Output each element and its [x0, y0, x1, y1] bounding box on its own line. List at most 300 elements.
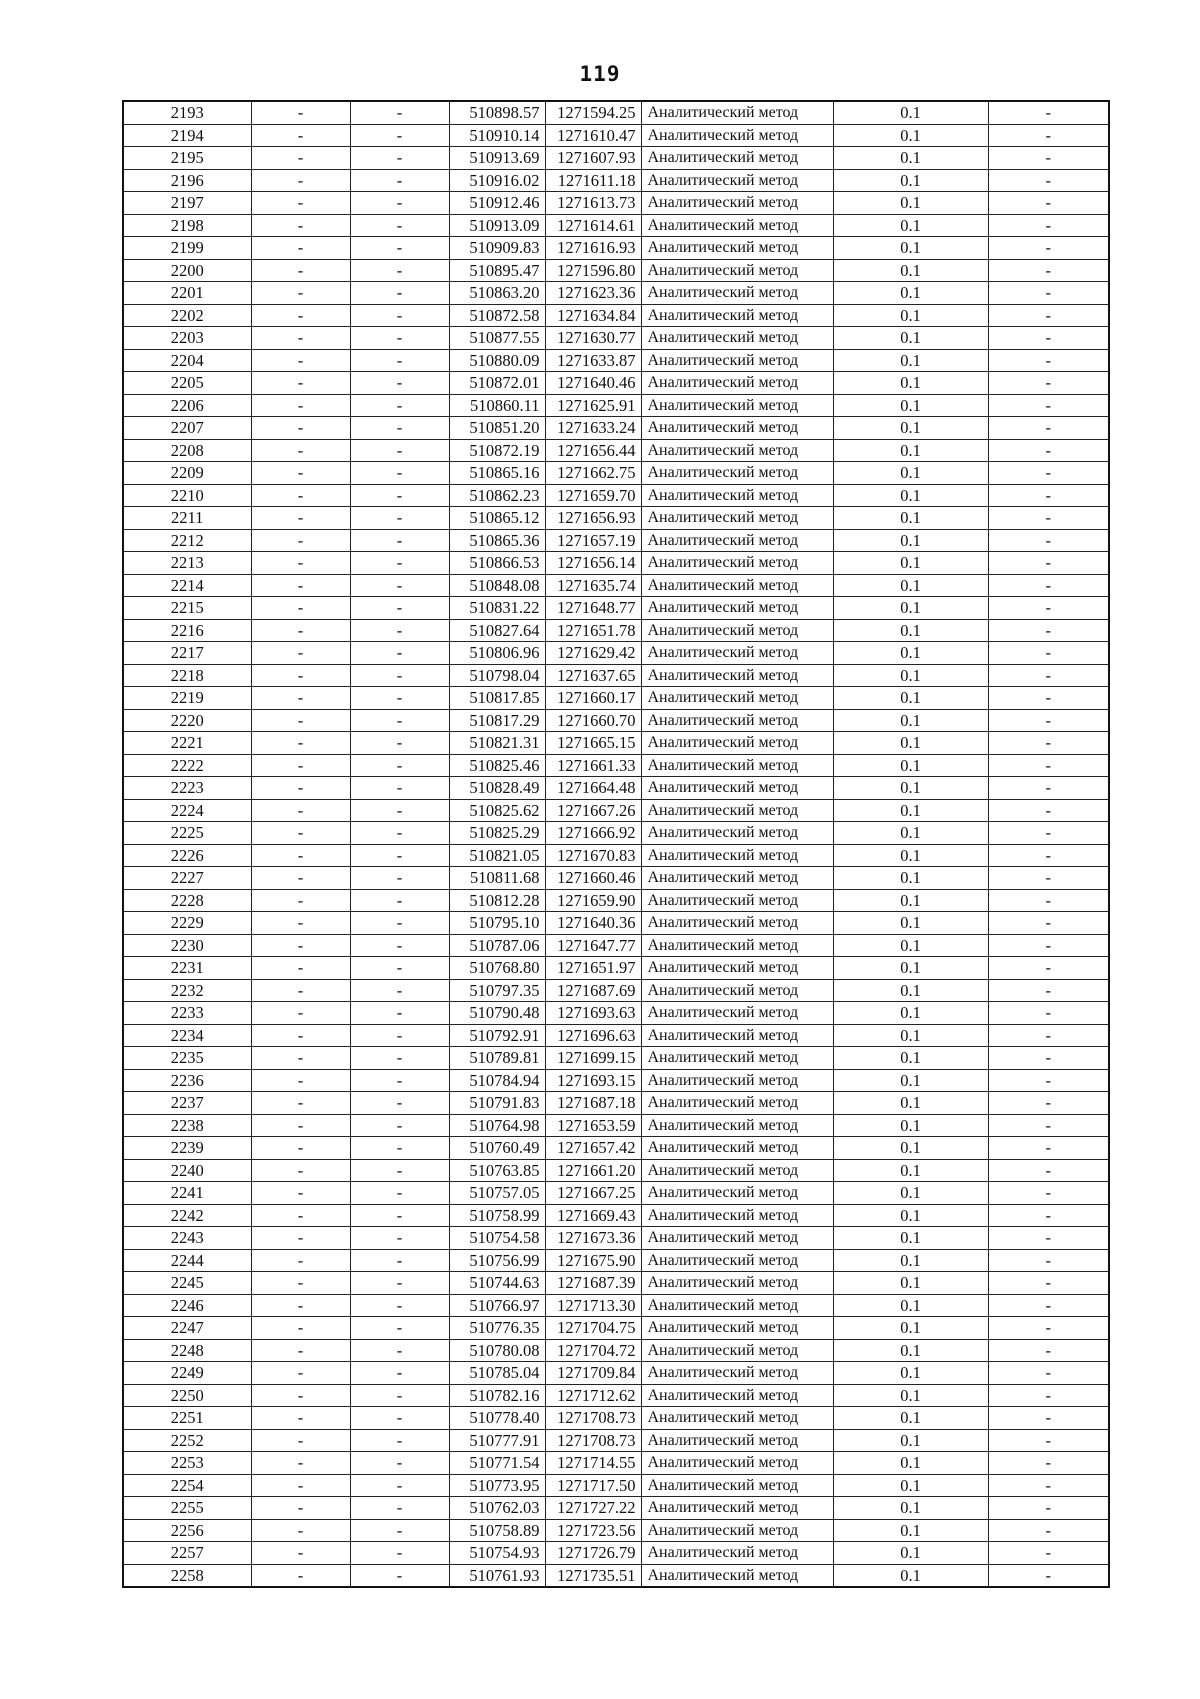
table-row — [123, 1069, 1109, 1092]
x-coordinate-cell: 510797.35 — [449, 979, 545, 1002]
dash-cell: - — [251, 124, 350, 147]
y-coordinate-cell: 1271704.72 — [545, 1339, 641, 1362]
y-coordinate-cell: 1271656.44 — [545, 439, 641, 462]
dash-cell: - — [988, 1474, 1109, 1497]
dash-cell: - — [988, 867, 1109, 890]
dash-cell: - — [251, 552, 350, 575]
dash-cell: - — [350, 529, 449, 552]
dash-cell: - — [251, 1159, 350, 1182]
x-coordinate-cell: 510787.06 — [449, 934, 545, 957]
dash-cell: - — [988, 1024, 1109, 1047]
accuracy-cell: 0.1 — [833, 237, 988, 260]
method-cell: Аналитический метод — [641, 1069, 833, 1092]
table-row — [123, 1024, 1109, 1047]
method-cell: Аналитический метод — [641, 237, 833, 260]
method-cell: Аналитический метод — [641, 1272, 833, 1295]
table-row — [123, 1407, 1109, 1430]
y-coordinate-cell: 1271630.77 — [545, 327, 641, 350]
dash-cell: - — [988, 642, 1109, 665]
table-row — [123, 372, 1109, 395]
dash-cell: - — [350, 979, 449, 1002]
dash-cell: - — [251, 1474, 350, 1497]
dash-cell: - — [988, 529, 1109, 552]
dash-cell: - — [350, 462, 449, 485]
y-coordinate-cell: 1271640.36 — [545, 912, 641, 935]
dash-cell: - — [251, 507, 350, 530]
y-coordinate-cell: 1271648.77 — [545, 597, 641, 620]
accuracy-cell: 0.1 — [833, 732, 988, 755]
method-cell: Аналитический метод — [641, 799, 833, 822]
accuracy-cell: 0.1 — [833, 1542, 988, 1565]
x-coordinate-cell: 510895.47 — [449, 259, 545, 282]
table-row — [123, 687, 1109, 710]
dash-cell: - — [988, 462, 1109, 485]
dash-cell: - — [988, 597, 1109, 620]
dash-cell: - — [251, 1069, 350, 1092]
point-number-cell: 2207 — [123, 417, 251, 440]
point-number-cell: 2258 — [123, 1564, 251, 1587]
point-number-cell: 2215 — [123, 597, 251, 620]
dash-cell: - — [251, 619, 350, 642]
dash-cell: - — [988, 1497, 1109, 1520]
method-cell: Аналитический метод — [641, 1474, 833, 1497]
table-row — [123, 619, 1109, 642]
accuracy-cell: 0.1 — [833, 1249, 988, 1272]
x-coordinate-cell: 510777.91 — [449, 1429, 545, 1452]
accuracy-cell: 0.1 — [833, 259, 988, 282]
dash-cell: - — [988, 1249, 1109, 1272]
method-cell: Аналитический метод — [641, 529, 833, 552]
table-row — [123, 304, 1109, 327]
accuracy-cell: 0.1 — [833, 1092, 988, 1115]
point-number-cell: 2244 — [123, 1249, 251, 1272]
accuracy-cell: 0.1 — [833, 1069, 988, 1092]
table-row — [123, 957, 1109, 980]
point-number-cell: 2211 — [123, 507, 251, 530]
y-coordinate-cell: 1271687.69 — [545, 979, 641, 1002]
accuracy-cell: 0.1 — [833, 574, 988, 597]
method-cell: Аналитический метод — [641, 1384, 833, 1407]
accuracy-cell: 0.1 — [833, 664, 988, 687]
y-coordinate-cell: 1271656.14 — [545, 552, 641, 575]
dash-cell: - — [988, 484, 1109, 507]
point-number-cell: 2251 — [123, 1407, 251, 1430]
dash-cell: - — [988, 372, 1109, 395]
dash-cell: - — [251, 1182, 350, 1205]
accuracy-cell: 0.1 — [833, 709, 988, 732]
dash-cell: - — [251, 372, 350, 395]
accuracy-cell: 0.1 — [833, 192, 988, 215]
dash-cell: - — [988, 1519, 1109, 1542]
dash-cell: - — [988, 394, 1109, 417]
x-coordinate-cell: 510776.35 — [449, 1317, 545, 1340]
x-coordinate-cell: 510758.99 — [449, 1204, 545, 1227]
method-cell: Аналитический метод — [641, 327, 833, 350]
dash-cell: - — [251, 1272, 350, 1295]
dash-cell: - — [350, 1114, 449, 1137]
accuracy-cell: 0.1 — [833, 1317, 988, 1340]
dash-cell: - — [350, 1542, 449, 1565]
method-cell: Аналитический метод — [641, 844, 833, 867]
accuracy-cell: 0.1 — [833, 1272, 988, 1295]
dash-cell: - — [350, 1429, 449, 1452]
point-number-cell: 2226 — [123, 844, 251, 867]
method-cell: Аналитический метод — [641, 552, 833, 575]
table-row — [123, 394, 1109, 417]
method-cell: Аналитический метод — [641, 1249, 833, 1272]
point-number-cell: 2209 — [123, 462, 251, 485]
point-number-cell: 2212 — [123, 529, 251, 552]
dash-cell: - — [350, 822, 449, 845]
accuracy-cell: 0.1 — [833, 304, 988, 327]
table-row — [123, 1092, 1109, 1115]
dash-cell: - — [988, 1294, 1109, 1317]
y-coordinate-cell: 1271660.46 — [545, 867, 641, 890]
method-cell: Аналитический метод — [641, 259, 833, 282]
method-cell: Аналитический метод — [641, 349, 833, 372]
table-row — [123, 147, 1109, 170]
point-number-cell: 2223 — [123, 777, 251, 800]
x-coordinate-cell: 510785.04 — [449, 1362, 545, 1385]
x-coordinate-cell: 510771.54 — [449, 1452, 545, 1475]
point-number-cell: 2237 — [123, 1092, 251, 1115]
point-number-cell: 2205 — [123, 372, 251, 395]
accuracy-cell: 0.1 — [833, 124, 988, 147]
point-number-cell: 2252 — [123, 1429, 251, 1452]
point-number-cell: 2198 — [123, 214, 251, 237]
x-coordinate-cell: 510764.98 — [449, 1114, 545, 1137]
dash-cell: - — [350, 1069, 449, 1092]
dash-cell: - — [350, 192, 449, 215]
table-row — [123, 1294, 1109, 1317]
method-cell: Аналитический метод — [641, 1227, 833, 1250]
y-coordinate-cell: 1271634.84 — [545, 304, 641, 327]
x-coordinate-cell: 510744.63 — [449, 1272, 545, 1295]
table-row — [123, 1362, 1109, 1385]
point-number-cell: 2241 — [123, 1182, 251, 1205]
table-row — [123, 439, 1109, 462]
accuracy-cell: 0.1 — [833, 957, 988, 980]
x-coordinate-cell: 510754.93 — [449, 1542, 545, 1565]
accuracy-cell: 0.1 — [833, 844, 988, 867]
method-cell: Аналитический метод — [641, 1092, 833, 1115]
method-cell: Аналитический метод — [641, 1114, 833, 1137]
method-cell: Аналитический метод — [641, 687, 833, 710]
accuracy-cell: 0.1 — [833, 1407, 988, 1430]
method-cell: Аналитический метод — [641, 282, 833, 305]
dash-cell: - — [988, 574, 1109, 597]
dash-cell: - — [988, 957, 1109, 980]
y-coordinate-cell: 1271616.93 — [545, 237, 641, 260]
accuracy-cell: 0.1 — [833, 101, 988, 124]
dash-cell: - — [251, 822, 350, 845]
table-row — [123, 101, 1109, 124]
dash-cell: - — [988, 1069, 1109, 1092]
point-number-cell: 2254 — [123, 1474, 251, 1497]
dash-cell: - — [350, 777, 449, 800]
method-cell: Аналитический метод — [641, 1429, 833, 1452]
dash-cell: - — [251, 574, 350, 597]
dash-cell: - — [988, 889, 1109, 912]
dash-cell: - — [251, 1384, 350, 1407]
accuracy-cell: 0.1 — [833, 597, 988, 620]
y-coordinate-cell: 1271687.39 — [545, 1272, 641, 1295]
dash-cell: - — [350, 1002, 449, 1025]
dash-cell: - — [350, 349, 449, 372]
accuracy-cell: 0.1 — [833, 439, 988, 462]
x-coordinate-cell: 510811.68 — [449, 867, 545, 890]
y-coordinate-cell: 1271661.20 — [545, 1159, 641, 1182]
y-coordinate-cell: 1271623.36 — [545, 282, 641, 305]
point-number-cell: 2202 — [123, 304, 251, 327]
point-number-cell: 2222 — [123, 754, 251, 777]
y-coordinate-cell: 1271712.62 — [545, 1384, 641, 1407]
x-coordinate-cell: 510860.11 — [449, 394, 545, 417]
y-coordinate-cell: 1271723.56 — [545, 1519, 641, 1542]
dash-cell: - — [251, 259, 350, 282]
dash-cell: - — [350, 1137, 449, 1160]
y-coordinate-cell: 1271704.75 — [545, 1317, 641, 1340]
dash-cell: - — [988, 192, 1109, 215]
dash-cell: - — [251, 1002, 350, 1025]
dash-cell: - — [350, 372, 449, 395]
table-row — [123, 867, 1109, 890]
point-number-cell: 2245 — [123, 1272, 251, 1295]
dash-cell: - — [251, 192, 350, 215]
accuracy-cell: 0.1 — [833, 1159, 988, 1182]
table-row — [123, 507, 1109, 530]
x-coordinate-cell: 510762.03 — [449, 1497, 545, 1520]
dash-cell: - — [350, 124, 449, 147]
accuracy-cell: 0.1 — [833, 642, 988, 665]
accuracy-cell: 0.1 — [833, 394, 988, 417]
method-cell: Аналитический метод — [641, 777, 833, 800]
accuracy-cell: 0.1 — [833, 507, 988, 530]
dash-cell: - — [350, 259, 449, 282]
method-cell: Аналитический метод — [641, 957, 833, 980]
table-row — [123, 574, 1109, 597]
dash-cell: - — [251, 709, 350, 732]
method-cell: Аналитический метод — [641, 889, 833, 912]
dash-cell: - — [350, 1204, 449, 1227]
dash-cell: - — [988, 732, 1109, 755]
accuracy-cell: 0.1 — [833, 1204, 988, 1227]
dash-cell: - — [988, 844, 1109, 867]
method-cell: Аналитический метод — [641, 1024, 833, 1047]
x-coordinate-cell: 510766.97 — [449, 1294, 545, 1317]
accuracy-cell: 0.1 — [833, 799, 988, 822]
x-coordinate-cell: 510863.20 — [449, 282, 545, 305]
y-coordinate-cell: 1271633.24 — [545, 417, 641, 440]
accuracy-cell: 0.1 — [833, 462, 988, 485]
point-number-cell: 2232 — [123, 979, 251, 1002]
dash-cell: - — [251, 484, 350, 507]
dash-cell: - — [251, 1294, 350, 1317]
dash-cell: - — [251, 349, 350, 372]
dash-cell: - — [988, 439, 1109, 462]
accuracy-cell: 0.1 — [833, 687, 988, 710]
dash-cell: - — [988, 237, 1109, 260]
dash-cell: - — [350, 214, 449, 237]
dash-cell: - — [251, 304, 350, 327]
dash-cell: - — [251, 934, 350, 957]
y-coordinate-cell: 1271635.74 — [545, 574, 641, 597]
method-cell: Аналитический метод — [641, 372, 833, 395]
dash-cell: - — [251, 597, 350, 620]
method-cell: Аналитический метод — [641, 732, 833, 755]
point-number-cell: 2216 — [123, 619, 251, 642]
dash-cell: - — [988, 934, 1109, 957]
dash-cell: - — [251, 1114, 350, 1137]
dash-cell: - — [350, 1024, 449, 1047]
dash-cell: - — [350, 1317, 449, 1340]
x-coordinate-cell: 510913.69 — [449, 147, 545, 170]
dash-cell: - — [350, 844, 449, 867]
x-coordinate-cell: 510812.28 — [449, 889, 545, 912]
method-cell: Аналитический метод — [641, 1519, 833, 1542]
table-row — [123, 664, 1109, 687]
dash-cell: - — [988, 1272, 1109, 1295]
y-coordinate-cell: 1271653.59 — [545, 1114, 641, 1137]
table-row — [123, 934, 1109, 957]
accuracy-cell: 0.1 — [833, 484, 988, 507]
point-number-cell: 2231 — [123, 957, 251, 980]
dash-cell: - — [251, 1092, 350, 1115]
dash-cell: - — [988, 327, 1109, 350]
accuracy-cell: 0.1 — [833, 372, 988, 395]
dash-cell: - — [350, 147, 449, 170]
coordinates-table — [122, 100, 1110, 1588]
accuracy-cell: 0.1 — [833, 1002, 988, 1025]
point-number-cell: 2256 — [123, 1519, 251, 1542]
dash-cell: - — [350, 687, 449, 710]
accuracy-cell: 0.1 — [833, 934, 988, 957]
dash-cell: - — [251, 214, 350, 237]
point-number-cell: 2208 — [123, 439, 251, 462]
table-row — [123, 754, 1109, 777]
method-cell: Аналитический метод — [641, 1542, 833, 1565]
dash-cell: - — [988, 822, 1109, 845]
method-cell: Аналитический метод — [641, 417, 833, 440]
dash-cell: - — [251, 957, 350, 980]
dash-cell: - — [350, 754, 449, 777]
dash-cell: - — [251, 1407, 350, 1430]
accuracy-cell: 0.1 — [833, 327, 988, 350]
method-cell: Аналитический метод — [641, 1564, 833, 1587]
y-coordinate-cell: 1271696.63 — [545, 1024, 641, 1047]
table-row — [123, 1542, 1109, 1565]
dash-cell: - — [251, 1564, 350, 1587]
dash-cell: - — [988, 1362, 1109, 1385]
x-coordinate-cell: 510754.58 — [449, 1227, 545, 1250]
accuracy-cell: 0.1 — [833, 552, 988, 575]
dash-cell: - — [350, 957, 449, 980]
dash-cell: - — [251, 462, 350, 485]
point-number-cell: 2234 — [123, 1024, 251, 1047]
y-coordinate-cell: 1271726.79 — [545, 1542, 641, 1565]
method-cell: Аналитический метод — [641, 147, 833, 170]
table-row — [123, 169, 1109, 192]
dash-cell: - — [988, 709, 1109, 732]
dash-cell: - — [251, 1047, 350, 1070]
y-coordinate-cell: 1271727.22 — [545, 1497, 641, 1520]
point-number-cell: 2197 — [123, 192, 251, 215]
y-coordinate-cell: 1271665.15 — [545, 732, 641, 755]
dash-cell: - — [988, 664, 1109, 687]
accuracy-cell: 0.1 — [833, 1474, 988, 1497]
method-cell: Аналитический метод — [641, 1362, 833, 1385]
y-coordinate-cell: 1271633.87 — [545, 349, 641, 372]
x-coordinate-cell: 510866.53 — [449, 552, 545, 575]
dash-cell: - — [350, 1272, 449, 1295]
dash-cell: - — [251, 439, 350, 462]
x-coordinate-cell: 510872.58 — [449, 304, 545, 327]
table-row — [123, 912, 1109, 935]
method-cell: Аналитический метод — [641, 934, 833, 957]
table-row — [123, 1519, 1109, 1542]
dash-cell: - — [251, 1204, 350, 1227]
dash-cell: - — [251, 754, 350, 777]
x-coordinate-cell: 510792.91 — [449, 1024, 545, 1047]
dash-cell: - — [988, 101, 1109, 124]
x-coordinate-cell: 510862.23 — [449, 484, 545, 507]
point-number-cell: 2217 — [123, 642, 251, 665]
dash-cell: - — [988, 304, 1109, 327]
table-row — [123, 237, 1109, 260]
point-number-cell: 2238 — [123, 1114, 251, 1137]
method-cell: Аналитический метод — [641, 462, 833, 485]
table-row — [123, 799, 1109, 822]
x-coordinate-cell: 510817.85 — [449, 687, 545, 710]
table-row — [123, 822, 1109, 845]
dash-cell: - — [350, 394, 449, 417]
table-row — [123, 1159, 1109, 1182]
dash-cell: - — [988, 1204, 1109, 1227]
y-coordinate-cell: 1271640.46 — [545, 372, 641, 395]
method-cell: Аналитический метод — [641, 867, 833, 890]
x-coordinate-cell: 510865.12 — [449, 507, 545, 530]
point-number-cell: 2233 — [123, 1002, 251, 1025]
table-row — [123, 1317, 1109, 1340]
method-cell: Аналитический метод — [641, 304, 833, 327]
dash-cell: - — [251, 844, 350, 867]
x-coordinate-cell: 510778.40 — [449, 1407, 545, 1430]
point-number-cell: 2199 — [123, 237, 251, 260]
accuracy-cell: 0.1 — [833, 1519, 988, 1542]
y-coordinate-cell: 1271709.84 — [545, 1362, 641, 1385]
dash-cell: - — [251, 1137, 350, 1160]
dash-cell: - — [350, 304, 449, 327]
dash-cell: - — [988, 1542, 1109, 1565]
table-row — [123, 1272, 1109, 1295]
y-coordinate-cell: 1271613.73 — [545, 192, 641, 215]
table-row — [123, 1474, 1109, 1497]
page-number: 119 — [579, 62, 621, 86]
dash-cell: - — [251, 732, 350, 755]
dash-cell: - — [988, 1182, 1109, 1205]
table-row — [123, 1249, 1109, 1272]
x-coordinate-cell: 510877.55 — [449, 327, 545, 350]
dash-cell: - — [251, 687, 350, 710]
method-cell: Аналитический метод — [641, 507, 833, 530]
table-row — [123, 1204, 1109, 1227]
accuracy-cell: 0.1 — [833, 822, 988, 845]
y-coordinate-cell: 1271708.73 — [545, 1407, 641, 1430]
dash-cell: - — [988, 169, 1109, 192]
x-coordinate-cell: 510821.05 — [449, 844, 545, 867]
method-cell: Аналитический метод — [641, 439, 833, 462]
point-number-cell: 2228 — [123, 889, 251, 912]
